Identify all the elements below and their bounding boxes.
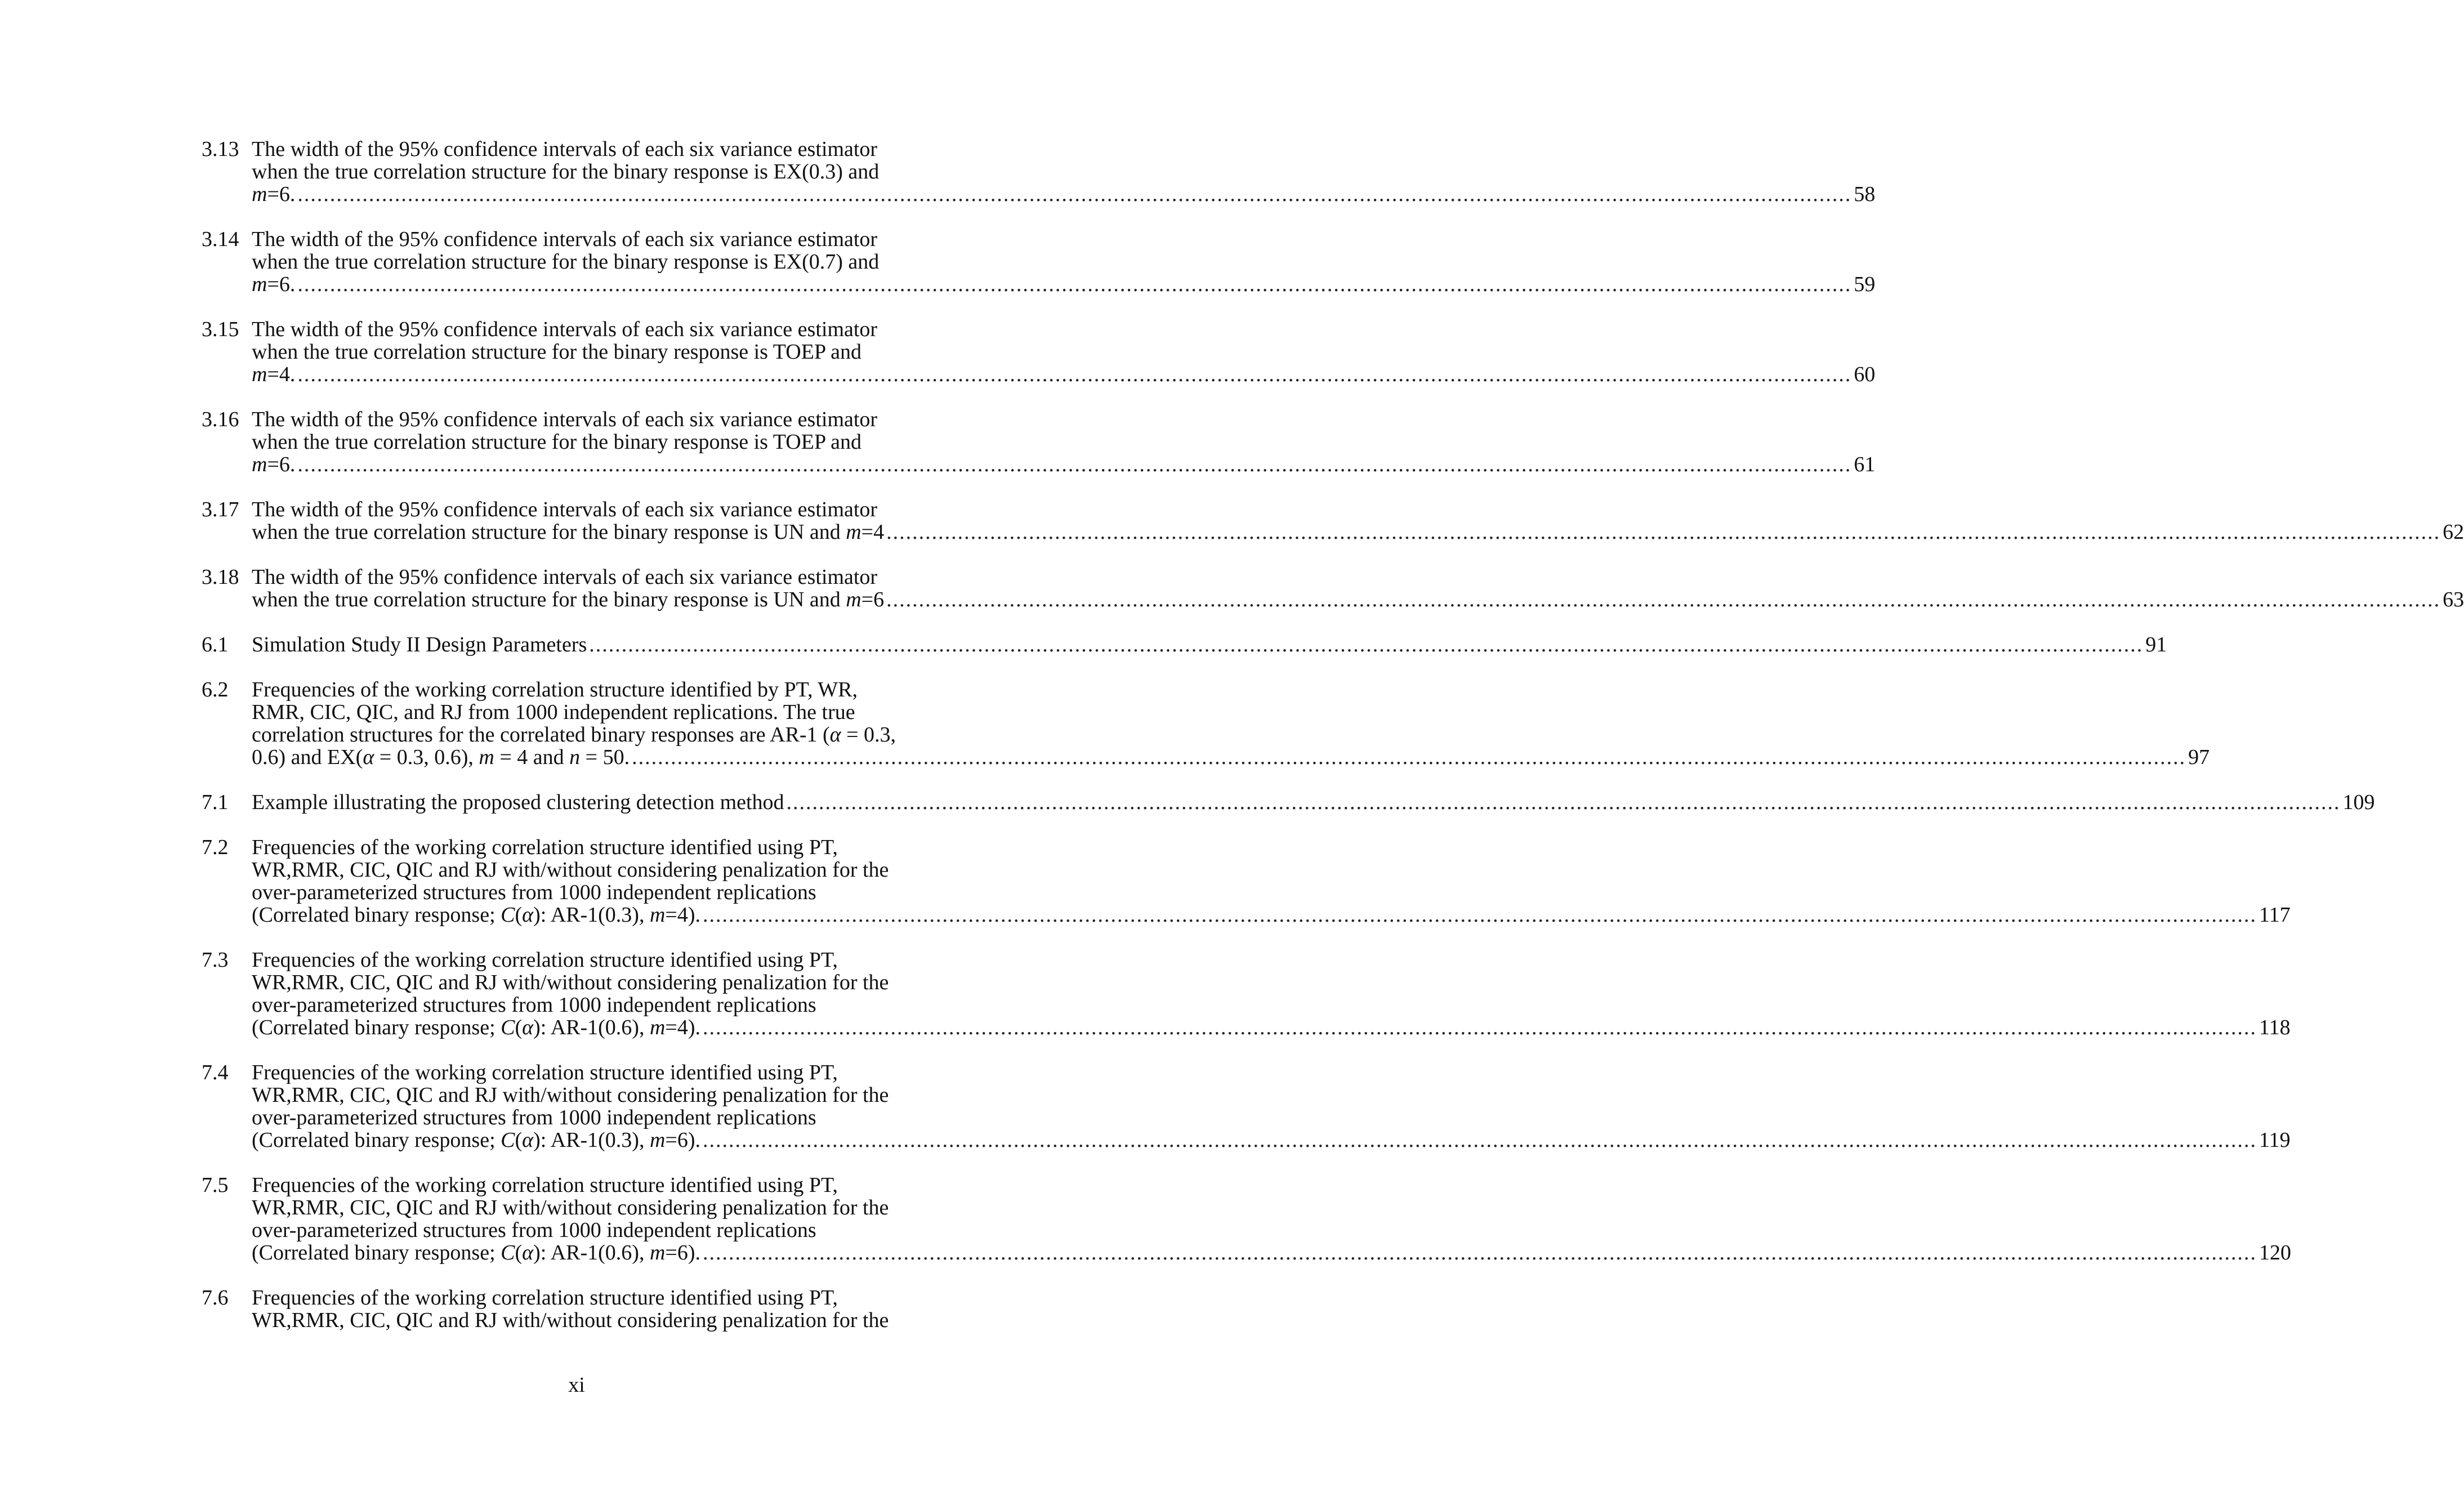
entry-text: m=6. [252, 273, 296, 296]
entry-text: when the true correlation structure for the binary response is UN and m=6 [252, 588, 885, 611]
dot-leader: ................................................................................................................................................................................................................................................ [703, 1128, 2257, 1152]
entry-text: (Correlated binary response; C(α): AR-1(0.6), m=4). [252, 1016, 701, 1039]
dot-leader: ................................................................................................................................................................................................................................................ [886, 588, 2441, 611]
entry-text: Frequencies of the working correlation structure identified using PT, [252, 1173, 838, 1197]
entry-text: WR,RMR, CIC, QIC and RJ with/without considering penalization for the [252, 1083, 889, 1107]
dot-leader: ................................................................................................................................................................................................................................................ [589, 633, 2144, 656]
entry-text: WR,RMR, CIC, QIC and RJ with/without considering penalization for the [252, 971, 889, 994]
entry-text: over-parameterized structures from 1000 independent replications [252, 1218, 816, 1242]
dot-leader: ................................................................................................................................................................................................................................................ [703, 1241, 2257, 1265]
entry-number: 3.18 [202, 565, 239, 589]
dot-leader: ................................................................................................................................................................................................................................................ [703, 1016, 2257, 1039]
entry-page-number: 118 [2259, 1016, 2291, 1039]
entry-text: over-parameterized structures from 1000 independent replications [252, 993, 816, 1017]
dot-leader: ................................................................................................................................................................................................................................................ [297, 273, 1852, 296]
dot-leader: ................................................................................................................................................................................................................................................ [297, 182, 1852, 206]
entry-text: (Correlated binary response; C(α): AR-1(0.6), m=6). [252, 1241, 701, 1265]
entry-number: 3.14 [202, 227, 239, 251]
page-number: xi [568, 1373, 585, 1397]
entry-text: m=4. [252, 363, 296, 386]
entry-number: 7.2 [202, 836, 229, 859]
entry-number: 6.1 [202, 633, 229, 656]
entry-number: 3.17 [202, 498, 239, 521]
entry-number: 6.2 [202, 678, 229, 702]
dot-leader: ................................................................................................................................................................................................................................................ [886, 520, 2441, 544]
entry-text: Frequencies of the working correlation structure identified using PT, [252, 1061, 838, 1084]
entry-page-number: 117 [2259, 903, 2291, 927]
entry-text: (Correlated binary response; C(α): AR-1(0.3), m=4). [252, 903, 701, 927]
entry-page-number: 61 [1854, 453, 1876, 476]
entry-text: (Correlated binary response; C(α): AR-1(0.3), m=6). [252, 1128, 701, 1152]
entry-number: 3.13 [202, 137, 239, 161]
entry-number: 7.1 [202, 790, 229, 814]
entry-page-number: 62 [2443, 520, 2464, 544]
entry-number: 3.15 [202, 318, 239, 341]
entry-text: Example illustrating the proposed clustering detection method [252, 790, 784, 814]
entry-text: The width of the 95% confidence intervals of each six variance estimator [252, 227, 878, 251]
entry-page-number: 59 [1854, 273, 1876, 296]
entry-text: WR,RMR, CIC, QIC and RJ with/without considering penalization for the [252, 1196, 889, 1219]
entry-text: The width of the 95% confidence intervals of each six variance estimator [252, 408, 878, 431]
entry-text: 0.6) and EX(α = 0.3, 0.6), m = 4 and n = 50. [252, 745, 630, 769]
dot-leader: ................................................................................................................................................................................................................................................ [786, 790, 2341, 814]
dot-leader: ................................................................................................................................................................................................................................................ [297, 363, 1852, 386]
entry-number: 3.16 [202, 408, 239, 431]
entry-text: WR,RMR, CIC, QIC and RJ with/without considering penalization for the [252, 1308, 889, 1332]
entry-number: 7.6 [202, 1286, 229, 1310]
entry-text: The width of the 95% confidence intervals of each six variance estimator [252, 137, 878, 161]
entry-text: Frequencies of the working correlation structure identified using PT, [252, 836, 838, 859]
entry-text: Frequencies of the working correlation structure identified using PT, [252, 1286, 838, 1310]
entry-page-number: 109 [2342, 790, 2375, 814]
entry-text: when the true correlation structure for the binary response is TOEP and [252, 340, 862, 364]
entry-text: The width of the 95% confidence intervals of each six variance estimator [252, 318, 878, 341]
entry-text: m=6. [252, 453, 296, 476]
entry-text: when the true correlation structure for the binary response is UN and m=4 [252, 520, 885, 544]
entry-page-number: 63 [2443, 588, 2464, 611]
entry-number: 7.3 [202, 948, 229, 972]
entry-page-number: 58 [1854, 182, 1876, 206]
entry-page-number: 120 [2259, 1241, 2292, 1265]
entry-text: WR,RMR, CIC, QIC and RJ with/without considering penalization for the [252, 858, 889, 882]
entry-number: 7.5 [202, 1173, 229, 1197]
entry-text: The width of the 95% confidence intervals of each six variance estimator [252, 498, 878, 521]
entry-text: over-parameterized structures from 1000 independent replications [252, 1106, 816, 1129]
entry-number: 7.4 [202, 1061, 229, 1084]
entry-page-number: 60 [1854, 363, 1876, 386]
entry-text: correlation structures for the correlated binary responses are AR-1 (α = 0.3, [252, 723, 896, 747]
dot-leader: ................................................................................................................................................................................................................................................ [297, 453, 1852, 476]
dot-leader: ................................................................................................................................................................................................................................................ [703, 903, 2257, 927]
entry-text: The width of the 95% confidence intervals of each six variance estimator [252, 565, 878, 589]
entry-text: when the true correlation structure for the binary response is EX(0.7) and [252, 250, 880, 274]
entry-page-number: 97 [2188, 745, 2210, 769]
dot-leader: ................................................................................................................................................................................................................................................ [632, 745, 2186, 769]
entry-text: when the true correlation structure for the binary response is TOEP and [252, 430, 862, 454]
entry-text: m=6. [252, 182, 296, 206]
entry-text: over-parameterized structures from 1000 independent replications [252, 881, 816, 904]
entry-text: Frequencies of the working correlation structure identified using PT, [252, 948, 838, 972]
entry-page-number: 119 [2259, 1128, 2291, 1152]
entry-page-number: 91 [2145, 633, 2167, 656]
entry-text: Frequencies of the working correlation structure identified by PT, WR, [252, 678, 858, 702]
entry-text: when the true correlation structure for the binary response is EX(0.3) and [252, 160, 880, 184]
entry-text: RMR, CIC, QIC, and RJ from 1000 independent replications. The true [252, 700, 855, 724]
entry-text: Simulation Study II Design Parameters [252, 633, 587, 656]
